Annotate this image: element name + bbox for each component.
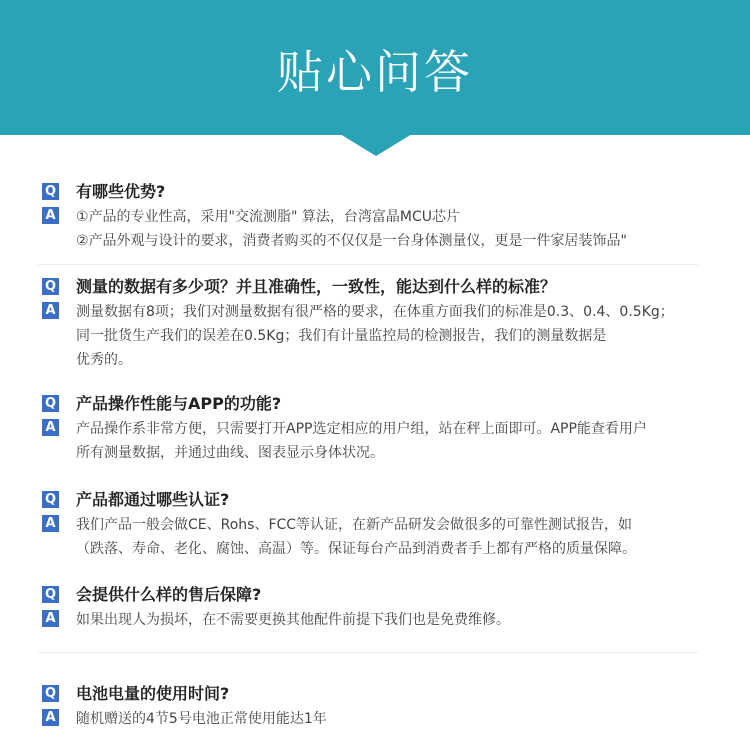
divider — [38, 652, 698, 653]
answer-text — [76, 513, 636, 561]
qa-item-1 — [42, 181, 732, 253]
answer-row — [42, 707, 732, 731]
answer-line: 随机赠送的4节5号电池正常使用能达1年 — [76, 711, 327, 727]
answer-line: （跌落、寿命、老化、腐蚀、高温）等。保证每台产品到消费者手上都有严格的质量保障。 — [76, 541, 636, 557]
answer-row — [42, 608, 732, 632]
header-banner — [0, 0, 750, 135]
answer-line: 所有测量数据，并通过曲线、图表显示身体状况。 — [76, 445, 384, 461]
q-badge-icon: Q — [42, 395, 59, 412]
qa-item-4 — [42, 489, 732, 561]
answer-text — [76, 417, 647, 465]
qa-item-2 — [42, 276, 732, 372]
q-badge-icon: Q — [42, 586, 59, 603]
question-text: 测量的数据有多少项？并且准确性，一致性，能达到什么样的标准？ — [76, 277, 557, 296]
question-text: 产品操作性能与APP的功能? — [76, 394, 282, 413]
answer-row — [42, 417, 732, 465]
answer-line: 测量数据有8项；我们对测量数据有很严格的要求，在体重方面我们的标准是0.3、0.4、0.5Kg； — [76, 304, 674, 320]
page-title: 贴心问答 — [277, 45, 473, 99]
question-text: 有哪些优势? — [76, 182, 166, 201]
answer-line: ①产品的专业性高，采用"交流测脂" 算法，台湾富晶MCU芯片 — [76, 209, 460, 225]
answer-text — [76, 205, 627, 253]
header-arrow-pointer — [340, 134, 412, 156]
answer-line: 优秀的。 — [76, 352, 132, 368]
a-badge-icon: A — [42, 302, 59, 319]
q-badge-icon: Q — [42, 685, 59, 702]
qa-item-6 — [42, 683, 732, 731]
question-row — [42, 276, 732, 298]
qa-item-5 — [42, 584, 732, 632]
a-badge-icon: A — [42, 207, 59, 224]
answer-row — [42, 300, 732, 372]
question-row — [42, 393, 732, 415]
question-text: 会提供什么样的售后保障? — [76, 585, 262, 604]
answer-line: 如果出现人为损坏，在不需要更换其他配件前提下我们也是免费维修。 — [76, 612, 510, 628]
a-badge-icon: A — [42, 515, 59, 532]
answer-text — [76, 608, 510, 632]
answer-row — [42, 205, 732, 253]
answer-line: 同一批货生产我们的误差在0.5Kg；我们有计量监控局的检测报告，我们的测量数据是 — [76, 328, 607, 344]
answer-line: ②产品外观与设计的要求，消费者购买的不仅仅是一台身体测量仪，更是一件家居装饰品" — [76, 233, 627, 249]
q-badge-icon: Q — [42, 491, 59, 508]
divider — [38, 264, 698, 265]
answer-row — [42, 513, 732, 561]
a-badge-icon: A — [42, 610, 59, 627]
question-text: 电池电量的使用时间? — [76, 684, 230, 703]
answer-text — [76, 707, 327, 731]
answer-text — [76, 300, 674, 372]
answer-line: 产品操作系非常方便，只需要打开APP选定相应的用户组，站在秤上面即可。APP能查看用户 — [76, 421, 647, 437]
question-row — [42, 683, 732, 705]
q-badge-icon: Q — [42, 183, 59, 200]
question-row — [42, 584, 732, 606]
answer-line: 我们产品一般会做CE、Rohs、FCC等认证，在新产品研发会做很多的可靠性测试报告，如 — [76, 517, 633, 533]
a-badge-icon: A — [42, 419, 59, 436]
question-row — [42, 181, 732, 203]
a-badge-icon: A — [42, 709, 59, 726]
q-badge-icon: Q — [42, 278, 59, 295]
qa-item-3 — [42, 393, 732, 465]
question-row — [42, 489, 732, 511]
question-text: 产品都通过哪些认证? — [76, 490, 230, 509]
